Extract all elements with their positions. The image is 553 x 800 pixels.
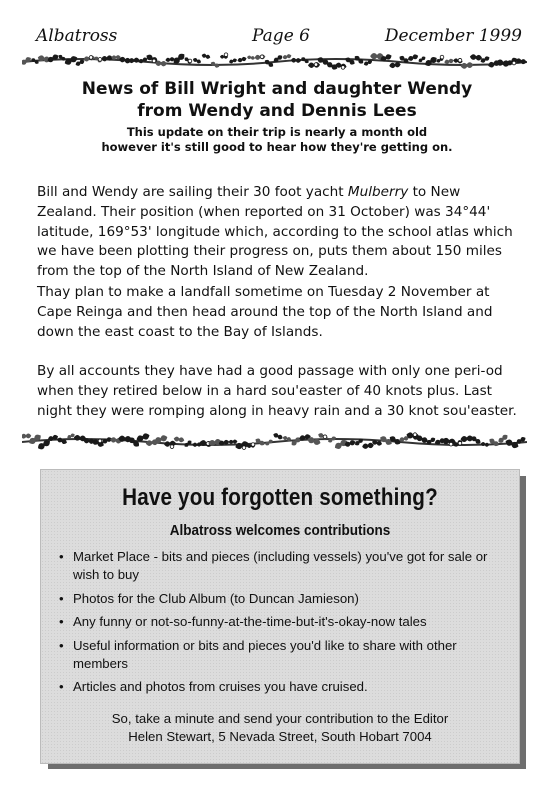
- article-title-line1: News of Bill Wright and daughter Wendy: [81, 79, 473, 99]
- holly-leaf-icon: [470, 54, 483, 61]
- holly-leaf-icon: [344, 56, 356, 66]
- vessel-name: Mulberry: [347, 184, 409, 200]
- holly-berry-icon: [512, 61, 516, 65]
- holly-leaf-icon: [228, 58, 237, 64]
- bullet-icon: •: [59, 590, 64, 606]
- holly-leaf-icon: [165, 57, 175, 63]
- callout-subtitle: Albatross welcomes contributions: [169, 522, 391, 539]
- paragraph-3-text: By all accounts they have had a good passage with only one peri-od when they retired below in a hard sou'easter of 40 knots plus. Last night they were romping along in heavy rain and a 30 knot sou'easter.: [37, 363, 517, 419]
- holly-berry-icon: [152, 59, 156, 63]
- paragraph-1-text-b: to New Zealand. Their position (when reported on 31 October) was 34°44' latitude, 169°53' longitude which, according to the school atlas which we have been plotting their progress on, puts them about 150 miles from the top of the North Island of New Zealand.: [37, 184, 513, 280]
- holly-berry-icon: [224, 53, 228, 57]
- page-header: [22, 26, 532, 48]
- holly-berry-icon: [89, 56, 93, 60]
- holly-leaf-icon: [210, 61, 220, 69]
- holly-leaf-icon: [128, 57, 139, 63]
- holly-berry-icon: [413, 433, 417, 437]
- holly-leaf-icon: [480, 442, 489, 447]
- holly-leaf-icon: [460, 62, 473, 69]
- article-paragraph-2: [37, 283, 517, 342]
- holly-berry-icon: [260, 55, 264, 59]
- callout-title: Have you forgotten something?: [122, 484, 438, 511]
- holly-berry-icon: [341, 66, 345, 70]
- list-item-text: Useful information or bits and pieces you'd like to share with other members: [73, 637, 457, 671]
- list-item-text: Photos for the Club Album (to Duncan Jamieson): [73, 590, 359, 606]
- list-item: [59, 548, 514, 584]
- list-item: [59, 590, 514, 608]
- callout-footer-line1: So, take a minute and send your contribution to the Editor: [111, 711, 449, 726]
- holly-leaf-icon: [201, 53, 211, 59]
- holly-berry-icon: [458, 58, 462, 62]
- bullet-icon: •: [59, 679, 64, 694]
- list-item-text: Articles and photos from cruises you have cruised.: [73, 679, 368, 694]
- bullet-icon: •: [59, 614, 64, 629]
- holly-berry-icon: [98, 58, 102, 62]
- list-item: [59, 678, 514, 696]
- holly-berry-icon: [98, 439, 102, 443]
- holly-leaf-icon: [46, 53, 59, 63]
- bullet-icon: •: [59, 549, 64, 564]
- holly-leaf-icon: [424, 55, 439, 67]
- holly-berry-icon: [170, 445, 174, 449]
- holly-leaf-icon: [362, 442, 374, 449]
- holly-leaf-icon: [272, 432, 283, 440]
- holly-garland-divider: [22, 48, 527, 74]
- holly-leaf-icon: [444, 58, 454, 64]
- holly-leaf-icon: [247, 55, 256, 60]
- holly-leaf-icon: [22, 433, 31, 438]
- callout-footer: [41, 710, 519, 746]
- holly-leaf-icon: [237, 56, 247, 63]
- holly-leaf-icon: [192, 57, 202, 64]
- editor-address: Helen Stewart, 5 Nevada Street, South Hobart 7004: [128, 729, 432, 744]
- issue-date: December 1999: [384, 26, 522, 46]
- page-number: Page 6: [252, 26, 310, 46]
- holly-berry-icon: [458, 441, 462, 445]
- contribution-list: [59, 548, 514, 702]
- article-title-line2: from Wendy and Dennis Lees: [137, 101, 417, 121]
- holly-berry-icon: [440, 55, 444, 59]
- article-title: [22, 78, 532, 122]
- holly-leaf-icon: [228, 439, 237, 444]
- paragraph-2-text: Thay plan to make a landfall sometime on Tuesday 2 November at Cape Reinga and then head around the top of the North Island and down the east coast to the Bay of Islands.: [37, 284, 493, 340]
- holly-leaf-icon: [407, 53, 419, 61]
- list-item-text: Any funny or not-so-funny-at-the-time-but-it's-okay-now tales: [73, 614, 427, 629]
- list-item: [59, 637, 514, 673]
- list-item-text: Market Place - bits and pieces (including vessels) you've got for sale or wish to buy: [73, 549, 488, 582]
- article-subtitle-line2: however it's still good to hear how they're getting on.: [101, 140, 453, 154]
- holly-garland-divider-2: [22, 428, 527, 454]
- holly-berry-icon: [449, 442, 453, 446]
- holly-leaf-icon: [282, 53, 292, 59]
- list-item: [59, 613, 514, 631]
- holly-leaf-icon: [488, 437, 500, 447]
- holly-berry-icon: [242, 446, 246, 450]
- holly-leaf-icon: [138, 57, 149, 65]
- holly-leaf-icon: [58, 54, 67, 62]
- holly-berry-icon: [251, 443, 255, 447]
- holly-berry-icon: [314, 63, 318, 67]
- article-subtitle: [22, 125, 532, 155]
- article-paragraph-1: [37, 183, 517, 282]
- holly-leaf-icon: [56, 437, 68, 445]
- contributions-callout-box: [40, 469, 520, 764]
- holly-leaf-icon: [418, 55, 427, 63]
- holly-leaf-icon: [101, 55, 113, 62]
- holly-leaf-icon: [291, 58, 302, 63]
- holly-leaf-icon: [173, 436, 184, 443]
- newsletter-name: Albatross: [36, 26, 118, 46]
- article-subtitle-line1: This update on their trip is nearly a month old: [126, 125, 428, 139]
- article-paragraph-3: [37, 362, 517, 421]
- paragraph-1-text-a: Bill and Wendy are sailing their 30 foot yacht: [37, 184, 348, 200]
- holly-berry-icon: [323, 435, 327, 439]
- bullet-icon: •: [59, 637, 64, 653]
- holly-berry-icon: [188, 59, 192, 63]
